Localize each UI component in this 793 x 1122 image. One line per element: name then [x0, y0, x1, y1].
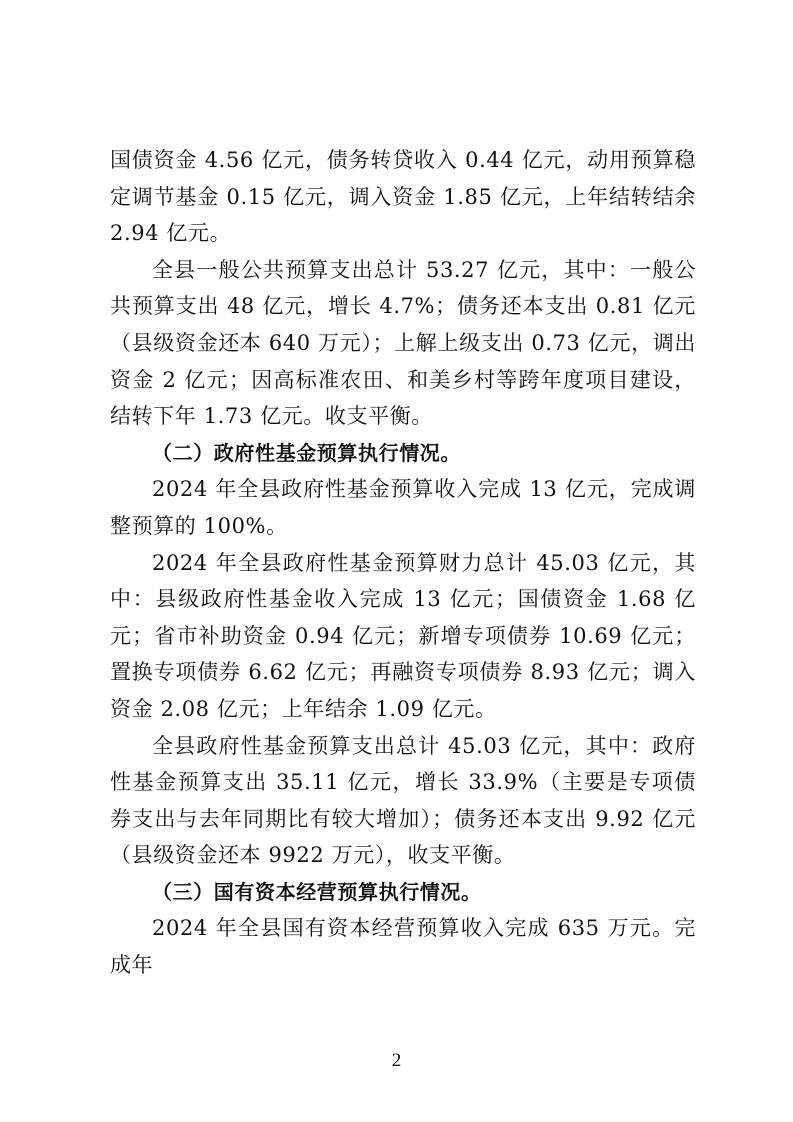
page-number: 2	[391, 1050, 402, 1071]
document-body	[110, 142, 696, 984]
section-heading-state-capital: （三）国有资本经营预算执行情况。	[152, 879, 482, 904]
paragraph-continued-revenue: 国债资金 4.56 亿元，债务转贷收入 0.44 亿元，动用预算稳定调节基金 0.15 亿元，调入资金 1.85 亿元，上年结转结余 2.94 亿元。	[110, 148, 696, 246]
paragraph-state-capital-revenue: 2024 年全县国有资本经营预算收入完成 635 万元。完成年	[110, 916, 696, 978]
paragraph-general-budget-expenditure: 全县一般公共预算支出总计 53.27 亿元，其中：一般公共预算支出 48 亿元，增长 4.7%；债务还本支出 0.81 亿元（县级资金还本 640 万元）；上解上级支出 0.73 亿元，调出资金 2 亿元；因高标准农田、和美乡村等跨年度项目建设，结转下年 1.73 亿元。收支平衡。	[110, 257, 696, 429]
paragraph-fund-revenue: 2024 年全县政府性基金预算收入完成 13 亿元，完成调整预算的 100%。	[110, 477, 696, 538]
paragraph-fund-expenditure: 全县政府性基金预算支出总计 45.03 亿元，其中：政府性基金预算支出 35.11 亿元，增长 33.9%（主要是专项债券支出与去年同期比有较大增加）；债务还本支出 9.92 亿元（县级资金还本 9922 万元），收支平衡。	[110, 733, 696, 868]
section-heading-government-fund: （二）政府性基金预算执行情况。	[152, 440, 461, 465]
paragraph-fund-resources: 2024 年全县政府性基金预算财力总计 45.03 亿元，其中：县级政府性基金收入完成 13 亿元；国债资金 1.68 亿元；省市补助资金 0.94 亿元；新增专项债券 10.69 亿元；置换专项债券 6.62 亿元；再融资专项债券 8.93 亿元；调入资金 2.08 亿元；上年结余 1.09 亿元。	[110, 550, 696, 721]
